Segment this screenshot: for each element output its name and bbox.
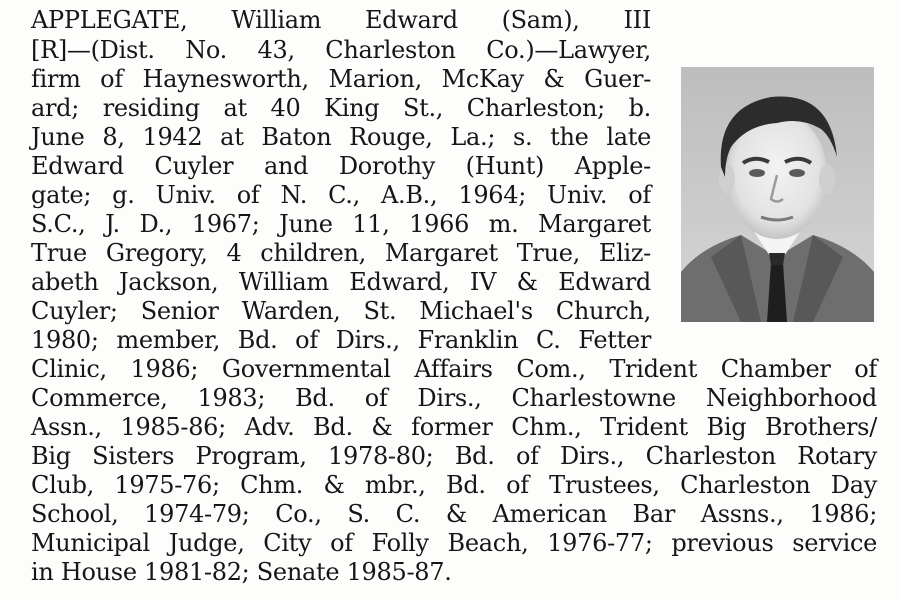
bio-line: Clinic, 1986; Governmental Affairs Com., Trident Chamber of — [31, 355, 877, 383]
bio-line: gate; g. Univ. of N. C., A.B., 1964; Univ. of — [31, 181, 651, 209]
bio-line: True Gregory, 4 children, Margaret True, Eliz- — [31, 239, 651, 267]
bio-line: APPLEGATE, William Edward (Sam), III — [31, 6, 651, 34]
bio-line: Edward Cuyler and Dorothy (Hunt) Apple- — [31, 152, 651, 180]
bio-line: 1980; member, Bd. of Dirs., Franklin C. Fetter — [31, 326, 651, 354]
portrait-photo — [681, 67, 874, 322]
bio-line: Cuyler; Senior Warden, St. Michael's Church, — [31, 297, 651, 325]
bio-line: S.C., J. D., 1967; June 11, 1966 m. Margaret — [31, 210, 651, 238]
bio-line: Club, 1975-76; Chm. & mbr., Bd. of Trustees, Charleston Day — [31, 471, 877, 499]
bio-line: abeth Jackson, William Edward, IV & Edward — [31, 268, 651, 296]
bio-line: Commerce, 1983; Bd. of Dirs., Charlestowne Neighborhood — [31, 384, 877, 412]
bio-line: Assn., 1985-86; Adv. Bd. & former Chm., Trident Big Brothers/ — [31, 413, 877, 441]
bio-line: in House 1981-82; Senate 1985-87. — [31, 558, 452, 586]
bio-line: ard; residing at 40 King St., Charleston; b. — [31, 94, 651, 122]
bio-line: Big Sisters Program, 1978-80; Bd. of Dirs., Charleston Rotary — [31, 442, 877, 470]
bio-line: Municipal Judge, City of Folly Beach, 1976-77; previous service — [31, 529, 877, 557]
bio-line: [R]—(Dist. No. 43, Charleston Co.)—Lawyer, — [31, 36, 651, 64]
bio-line: firm of Haynesworth, Marion, McKay & Guer- — [31, 65, 651, 93]
bio-line: June 8, 1942 at Baton Rouge, La.; s. the late — [31, 123, 651, 151]
bio-line: School, 1974-79; Co., S. C. & American Bar Assns., 1986; — [31, 500, 877, 528]
